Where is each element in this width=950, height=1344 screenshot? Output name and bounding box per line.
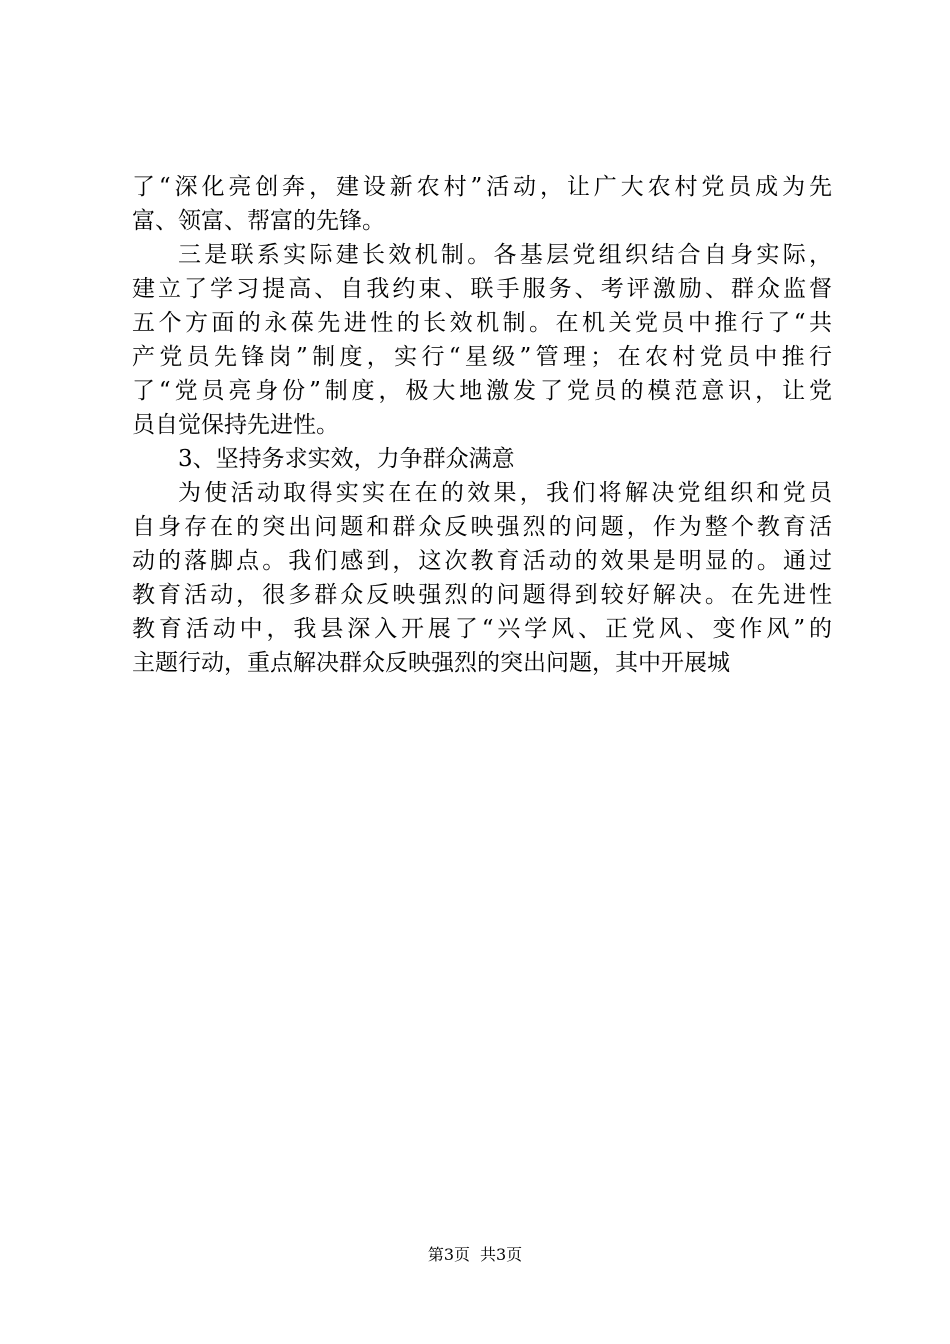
text-line-13: 教育活动，很多群众反映强烈的问题得到较好解决。在先进性 [132,582,832,608]
page-number: 第3页 [427,1245,470,1264]
text-line-15: 主题行动，重点解决群众反映强烈的突出问题，其中开展城 [132,650,730,676]
text-line-3: 三是联系实际建长效机制。各基层党组织结合自身实际， [178,242,832,268]
text-line-10: 为使活动取得实实在在的效果，我们将解决党组织和党员 [178,480,832,506]
text-line-14: 教育活动中，我县深入开展了“兴学风、正党风、变作风”的 [132,616,832,642]
page-footer [0,1244,950,1266]
document-body [132,170,832,680]
text-line-6: 产党员先锋岗”制度，实行“星级”管理；在农村党员中推行 [132,344,832,370]
section-heading: 3、坚持务求实效，力争群众满意 [178,446,515,472]
page-total: 共3页 [480,1245,523,1264]
text-line-11: 自身存在的突出问题和群众反映强烈的问题，作为整个教育活 [132,514,832,540]
text-line-8: 员自觉保持先进性。 [132,412,339,438]
text-line-1: 了“深化亮创奔，建设新农村”活动，让广大农村党员成为先 [132,174,832,200]
text-line-7: 了“党员亮身份”制度，极大地激发了党员的模范意识，让党 [132,378,832,404]
text-line-4: 建立了学习提高、自我约束、联手服务、考评激励、群众监督 [132,276,832,302]
text-line-5: 五个方面的永葆先进性的长效机制。在机关党员中推行了“共 [132,310,832,336]
text-line-2: 富、领富、帮富的先锋。 [132,208,385,234]
text-line-12: 动的落脚点。我们感到，这次教育活动的效果是明显的。通过 [132,548,832,574]
